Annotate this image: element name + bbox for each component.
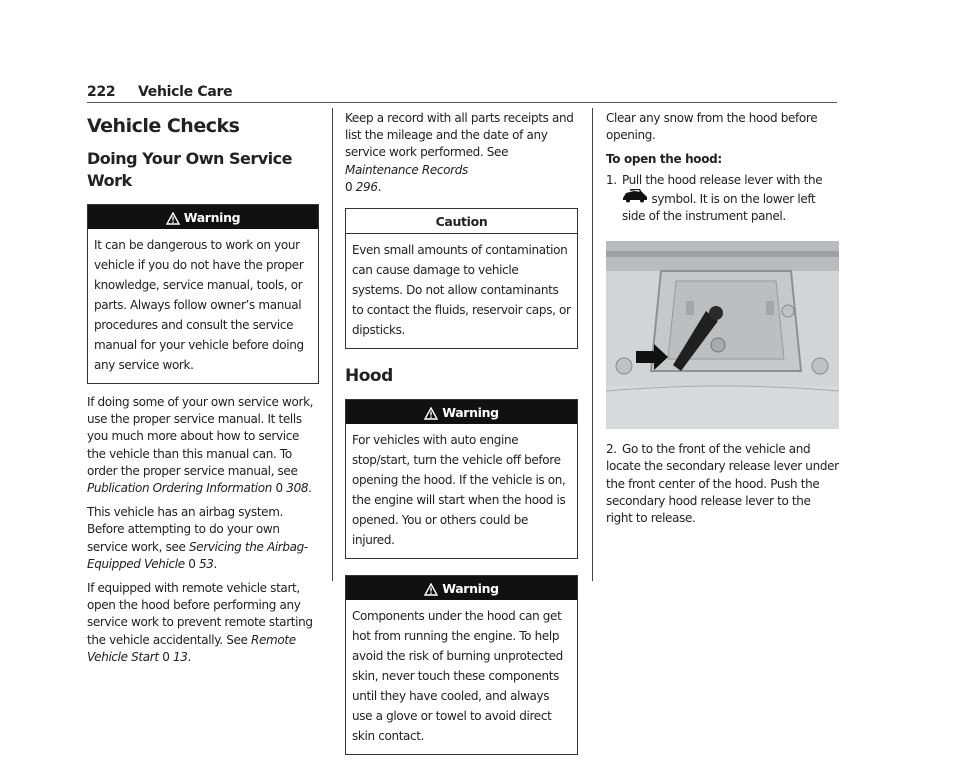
- column-divider-1: [332, 108, 333, 581]
- section-title: Vehicle Care: [138, 84, 233, 100]
- warning-text: For vehicles with auto engine stop/start, turn the vehicle off before opening the hood. If the vehicle is on, the engine will start when the hood is opened. You or others could be injured.: [352, 433, 566, 548]
- column-3: [606, 110, 839, 527]
- ref-arrow-icon: 0: [188, 556, 196, 571]
- warning-text: It can be dangerous to work on your vehicle if you do not have the proper knowledge, service manual, tools, or parts. Always follow owner’s manual procedures and consult the service manual for your vehicle before doing any service work.: [94, 238, 304, 372]
- link-maintenance-records[interactable]: Maintenance Records: [345, 162, 468, 177]
- ref-arrow-icon: 0: [345, 179, 353, 194]
- ref-arrow-icon: 0: [162, 649, 170, 664]
- caution-header: Caution: [346, 209, 577, 234]
- page-ref-53[interactable]: 53: [198, 556, 214, 571]
- warning-header: [346, 400, 577, 424]
- open-hood-label: To open the hood:: [606, 152, 722, 167]
- warning-box-auto-stop: [345, 399, 578, 559]
- link-publication-ordering[interactable]: Publication Ordering Information: [87, 481, 273, 496]
- paragraph-airbag: This vehicle has an airbag system. Before attempting to do your own service work, see Servicing the Airbag-Equipped Vehicle 0 53.: [87, 505, 308, 571]
- paragraph-records: Keep a record with all parts receipts and list the mileage and the date of any service work performed. See Maintenance Records 0 296.: [345, 111, 574, 194]
- ref-arrow-icon: 0: [275, 481, 283, 496]
- section-heading-service-work: Doing Your Own Service Work: [87, 149, 292, 190]
- column-divider-2: [592, 108, 593, 581]
- step-1: 1. Pull the hood release lever with the symbol. It is on the lower left side of the instrument panel.: [606, 172, 823, 224]
- paragraph-remote-start: If equipped with remote vehicle start, open the hood before performing any service work to prevent remote starting the vehicle accidentally. See Remote Vehicle Start 0 13.: [87, 581, 313, 664]
- caution-text: Even small amounts of contamination can cause damage to vehicle systems. Do not allow contaminants to contact the fluids, reservoir caps, or dipsticks.: [352, 243, 571, 338]
- warning-header: [88, 205, 318, 229]
- caution-box: [345, 208, 578, 349]
- page-ref-13[interactable]: 13: [172, 649, 188, 664]
- page-header: [87, 84, 837, 104]
- car-hood-icon: [622, 192, 651, 206]
- warning-box-hot-components: [345, 575, 578, 755]
- header-divider: [87, 102, 837, 103]
- page-ref-308[interactable]: 308: [286, 481, 309, 496]
- paragraph-clear-snow: Clear any snow from the hood before opening.: [606, 111, 818, 143]
- step-number: 1.: [606, 172, 617, 187]
- link-airbag-servicing[interactable]: Servicing the Airbag-Equipped Vehicle: [87, 539, 308, 571]
- warning-triangle-icon: [166, 208, 180, 234]
- warning-label: Warning: [183, 210, 241, 225]
- section-heading-hood: Hood: [345, 366, 393, 387]
- page-number: 222: [87, 84, 116, 100]
- column-1: [87, 110, 319, 673]
- hood-release-lever-illustration: [606, 241, 839, 429]
- column-2: [345, 110, 578, 765]
- step-number: 2.: [606, 442, 617, 457]
- warning-triangle-icon: [424, 579, 438, 605]
- warning-triangle-icon: [424, 403, 438, 429]
- page-ref-296[interactable]: 296: [355, 179, 378, 194]
- link-remote-vehicle-start[interactable]: Remote Vehicle Start: [87, 632, 296, 664]
- paragraph-service-manual: If doing some of your own service work, use the proper service manual. It tells you much more about how to service the vehicle than this manual can. To order the proper service manual, see Publication Ordering Information 0 308.: [87, 395, 314, 496]
- warning-box-service: [87, 204, 319, 384]
- warning-label: Warning: [442, 581, 499, 597]
- page-title: Vehicle Checks: [87, 115, 240, 137]
- warning-label: Warning: [442, 405, 499, 421]
- warning-header: [346, 576, 577, 600]
- warning-text: Components under the hood can get hot from running the engine. To help avoid the risk of burning unprotected skin, never touch these components until they have cooled, and always use a glove or towel to avoid direct skin contact.: [352, 609, 563, 744]
- step-2: 2. Go to the front of the vehicle and locate the secondary release lever under the front center of the hood. Push the secondary hood release lever to the right to release.: [606, 442, 839, 526]
